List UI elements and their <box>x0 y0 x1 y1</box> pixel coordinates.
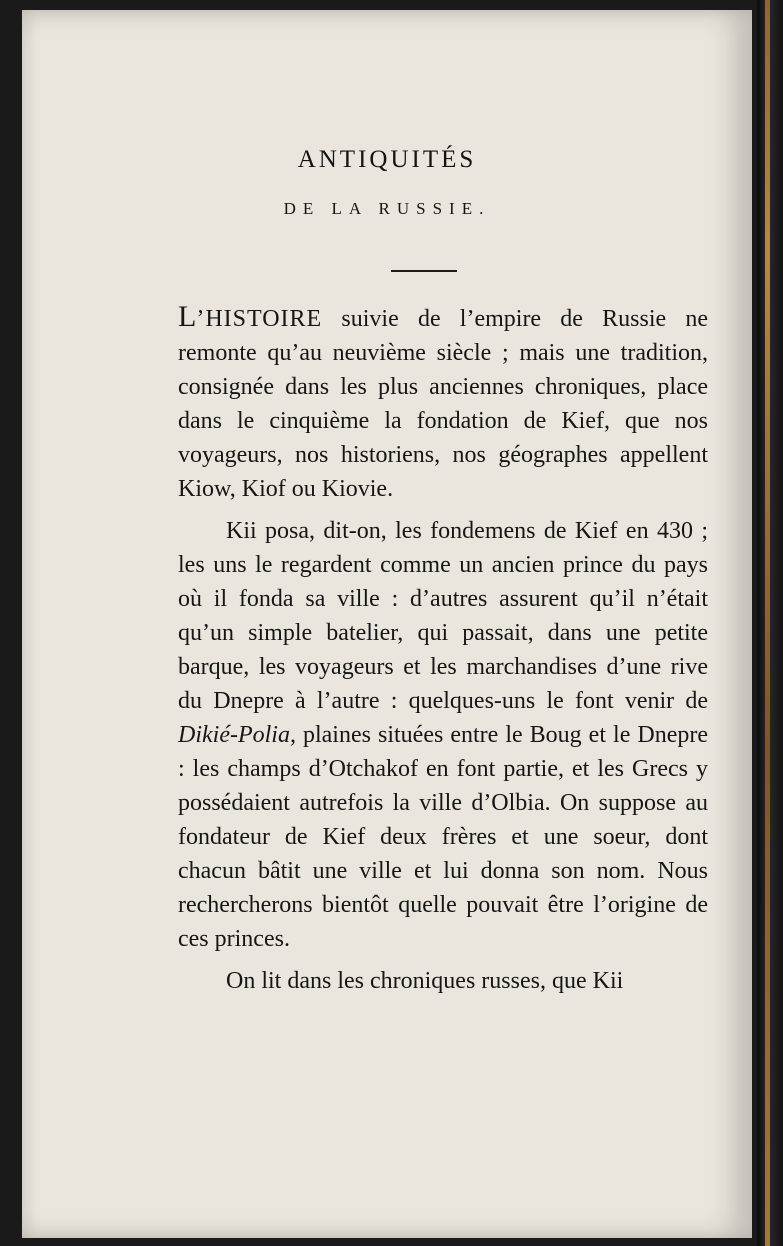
paragraph-2-text-b: plaines situées entre le Boug et le Dnepre : les champs d’Otchakof en font partie, et les Grecs y possédaient autrefois la ville d’Olbia. On suppose au fondateur de Kief deux frères et une soeur, dont chacun bâtit une ville et lui donna son nom. Nous rechercherons bientôt quelle pouvait être l’origine de ces princes. <box>178 722 708 952</box>
paragraph-3-text: On lit dans les chroniques russes, que Kii <box>226 968 624 994</box>
chapter-title: ANTIQUITÉS <box>297 146 477 173</box>
drop-cap: L <box>178 300 197 333</box>
title-rule <box>391 270 457 272</box>
paragraph-3 <box>178 964 708 998</box>
body-text <box>178 300 708 1006</box>
italic-place-name: Dikié-Polia, <box>178 722 296 748</box>
paragraph-1 <box>178 300 708 506</box>
small-caps-word: ’HISTOIRE <box>196 306 323 332</box>
book-spine-edge <box>757 0 783 1246</box>
paragraph-2 <box>178 514 708 956</box>
chapter-subtitle: DE LA RUSSIE. <box>283 199 491 218</box>
paragraph-1-text: suivie de l’empire de Russie ne remonte qu’au neuvième siècle ; mais une tradition, consignée dans les plus anciennes chroniques, place dans le cinquième la fondation de Kief, que nos voyageurs, nos historiens, nos géographes appellent Kiow, Kiof ou Kiovie. <box>178 306 708 502</box>
gilt-edge <box>765 0 770 1246</box>
paragraph-2-text-a: Kii posa, dit-on, les fondemens de Kief en 430 ; les uns le regardent comme un ancien prince du pays où il fonda sa ville : d’autres assurent qu’il n’était qu’un simple batelier, qui passait, dans une petite barque, les voyageurs et les marchandises d’une rive du Dnepre à l’autre : quelques-uns le font venir de <box>178 518 708 714</box>
